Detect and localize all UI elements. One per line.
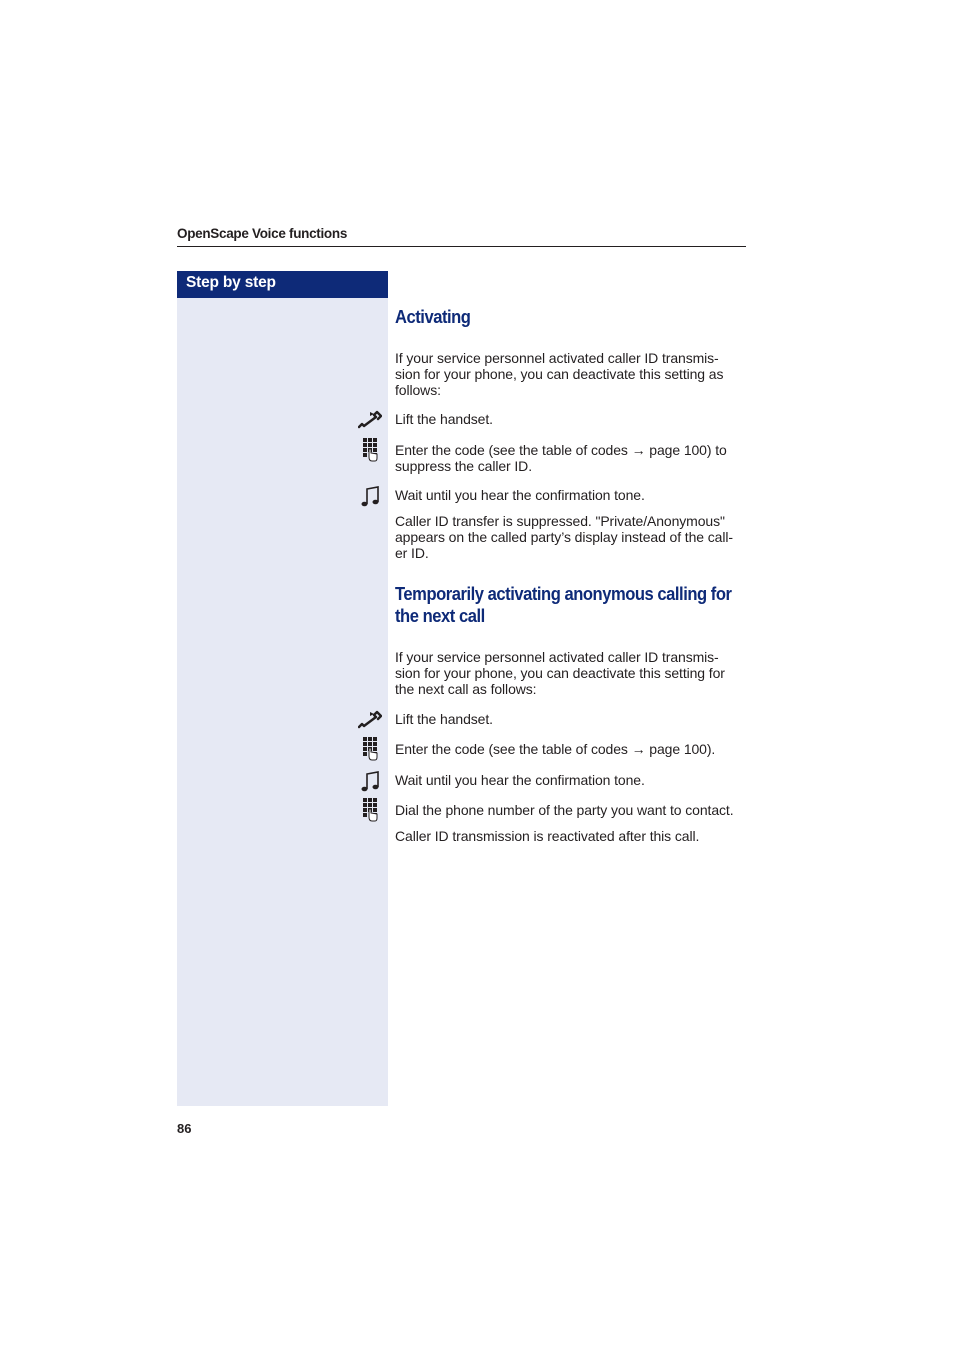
section2-intro: If your service personnel activated caller ID transmis- sion for your phone, you can deactivate this setting for the next call as follows:	[395, 649, 725, 697]
confirmation-tone-icon	[358, 770, 382, 794]
section2-step-lift-handset: Lift the handset.	[395, 711, 493, 727]
section2-step-dial-number: Dial the phone number of the party you want to contact.	[395, 802, 734, 818]
header-rule	[177, 246, 746, 247]
section1-result: Caller ID transfer is suppressed. "Private/Anonymous" appears on the called party’s display instead of the call- er ID.	[395, 513, 733, 561]
step-by-step-column	[177, 298, 388, 1106]
section1-step-enter-code: Enter the code (see the table of codes → page 100) to suppress the caller ID.	[395, 442, 727, 474]
section1-step-lift-handset: Lift the handset.	[395, 411, 493, 427]
lift-handset-icon	[358, 408, 382, 432]
step-by-step-label: Step by step	[186, 274, 276, 291]
section2-step-enter-code: Enter the code (see the table of codes → page 100).	[395, 741, 716, 757]
section2-result: Caller ID transmission is reactivated after this call.	[395, 828, 700, 844]
section-title-activating: Activating	[395, 307, 471, 327]
section-title-anonymous-next-call: Temporarily activating anonymous calling for the next call	[395, 584, 732, 626]
keypad-icon	[358, 736, 382, 760]
lift-handset-icon	[358, 708, 382, 732]
section1-intro: If your service personnel activated caller ID transmis- sion for your phone, you can deactivate this setting as follows:	[395, 350, 724, 398]
keypad-icon	[358, 797, 382, 821]
confirmation-tone-icon	[358, 485, 382, 509]
running-head: OpenScape Voice functions	[177, 226, 348, 241]
section2-step-wait-tone: Wait until you hear the confirmation tone.	[395, 772, 645, 788]
page-number: 86	[177, 1121, 192, 1136]
keypad-icon	[358, 437, 382, 461]
step-by-step-header	[177, 271, 388, 298]
section1-step-wait-tone: Wait until you hear the confirmation tone.	[395, 487, 645, 503]
